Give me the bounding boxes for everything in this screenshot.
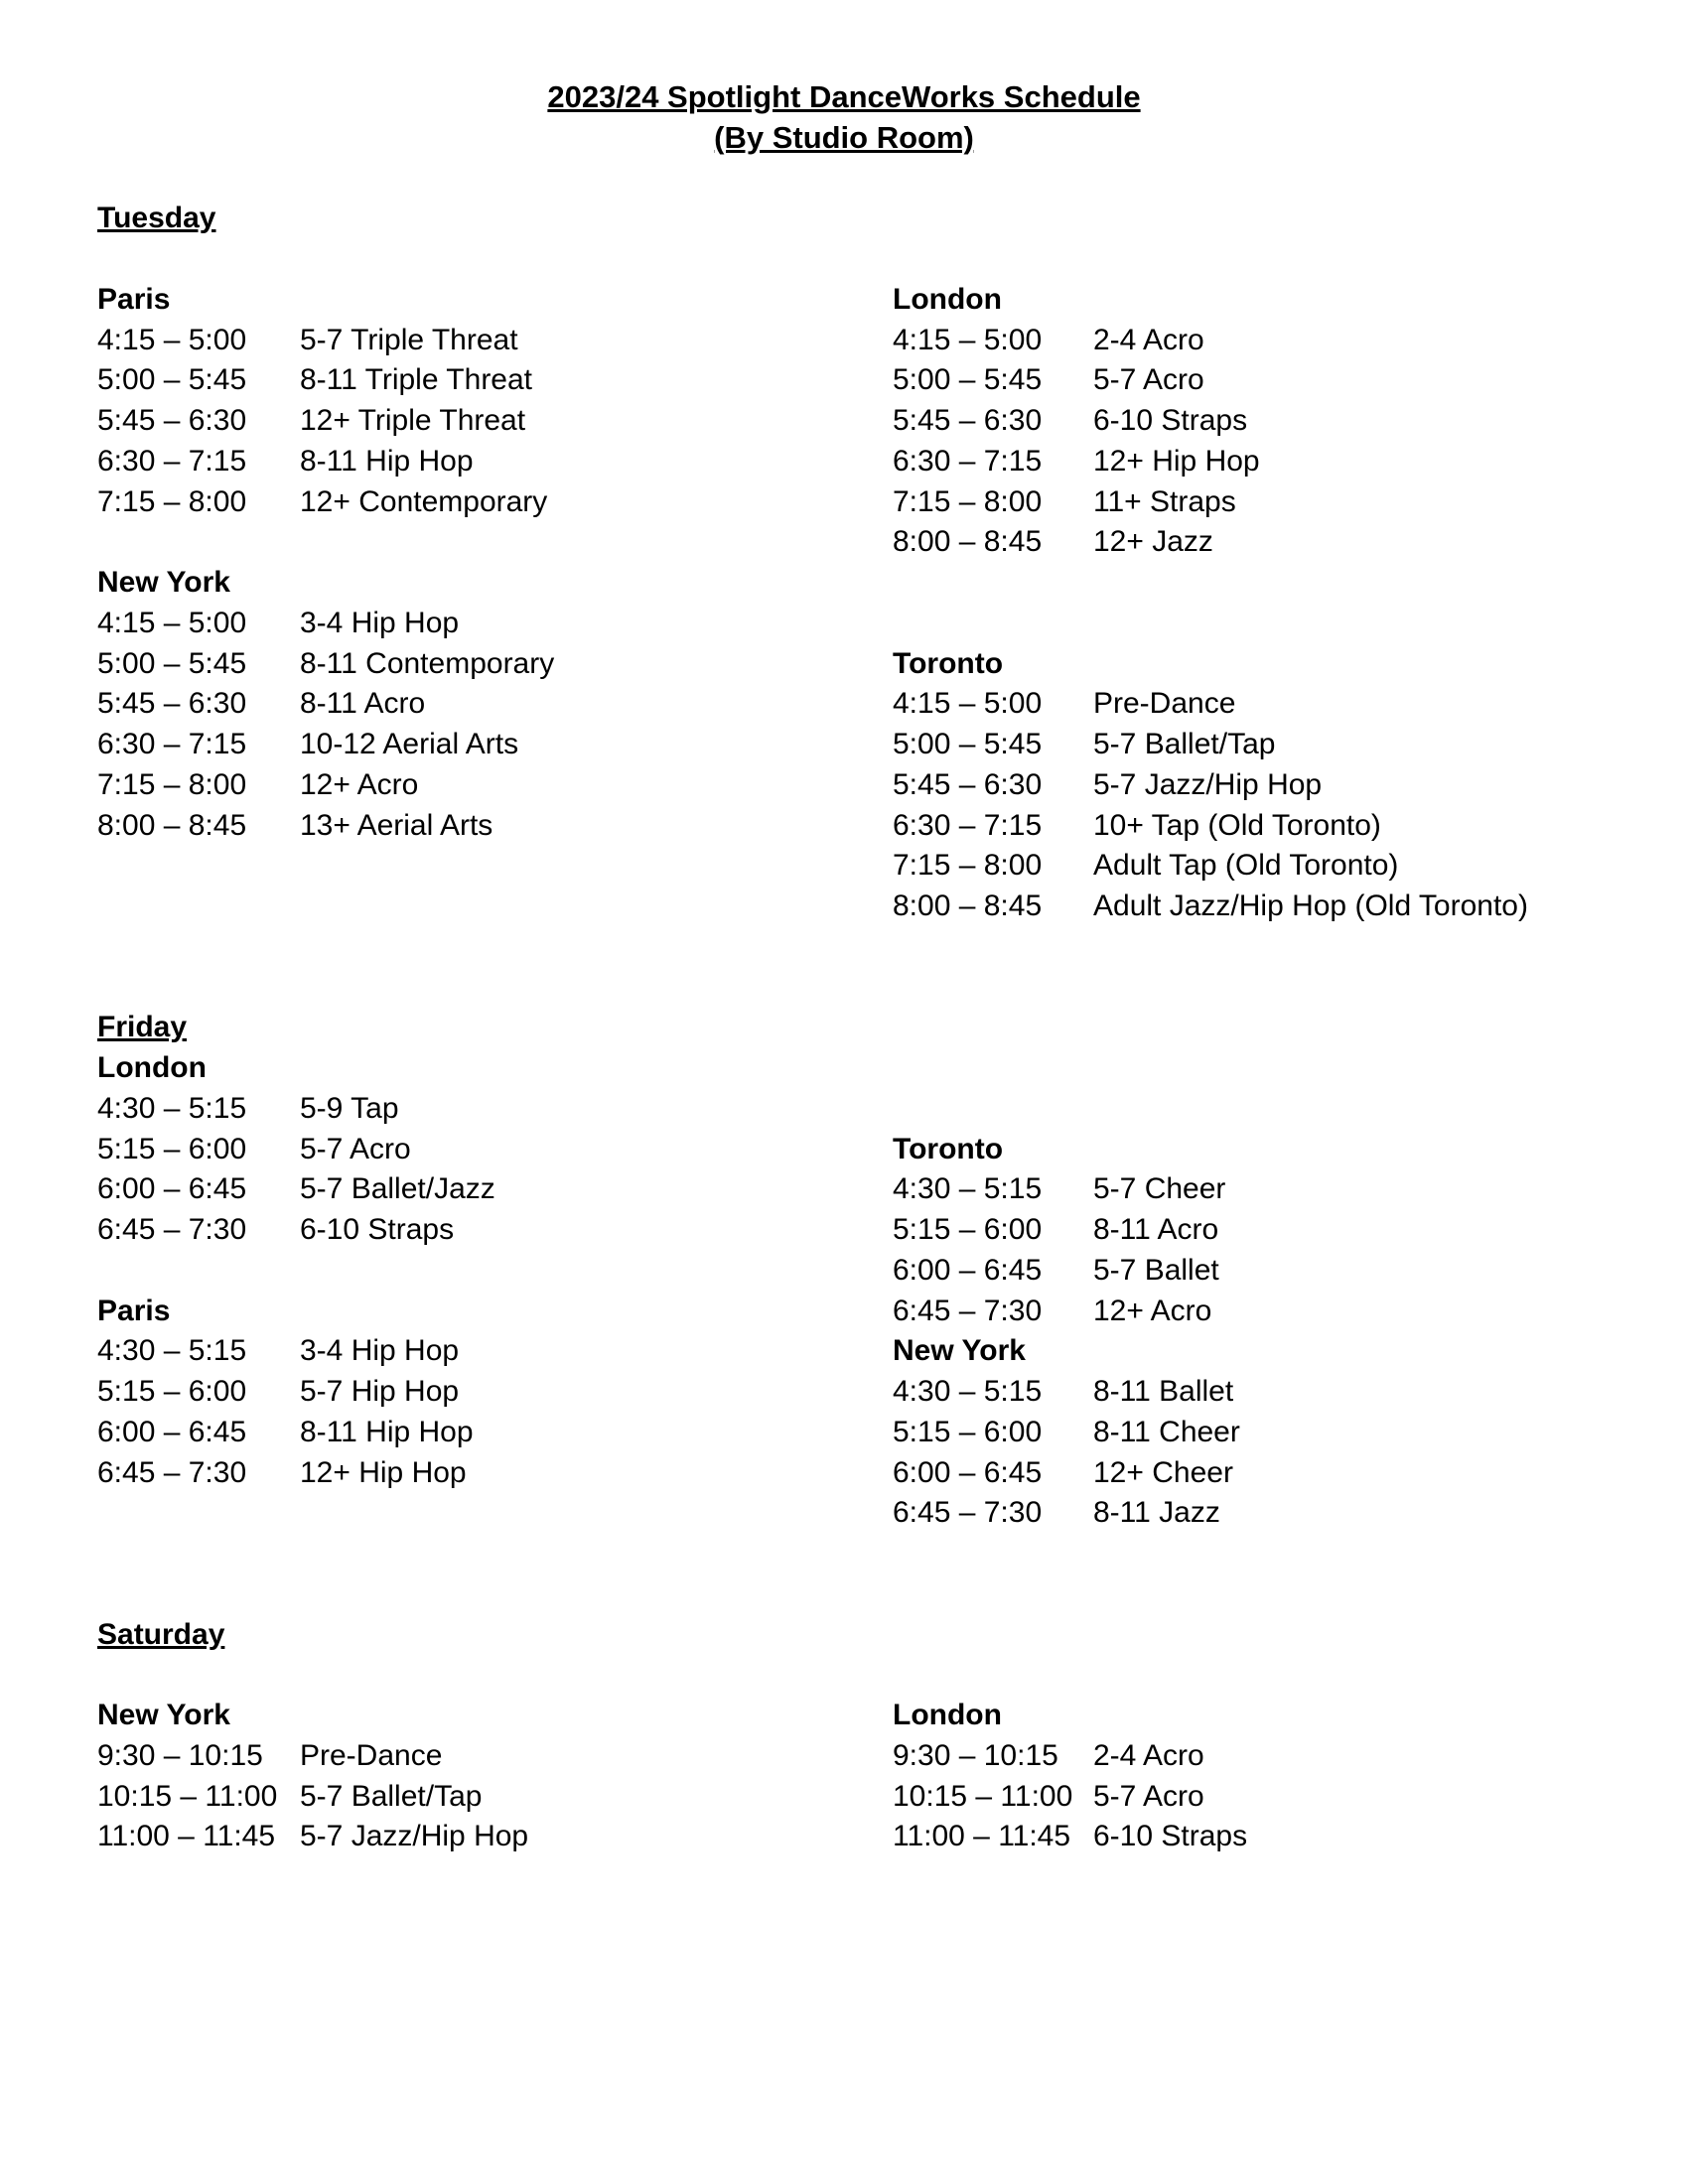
schedule-line xyxy=(0,1493,1688,1534)
class-time: 6:45 – 7:30 xyxy=(893,1496,1043,1530)
class-name: 5-7 Hip Hop xyxy=(300,1375,460,1408)
schedule-line xyxy=(0,684,1688,725)
class-time: 5:45 – 6:30 xyxy=(893,404,1043,437)
schedule-line xyxy=(0,604,1688,644)
class-name: 11+ Straps xyxy=(1093,484,1236,518)
class-time: 7:15 – 8:00 xyxy=(893,484,1043,518)
class-name: 12+ Acro xyxy=(1093,1294,1212,1327)
class-time: 9:30 – 10:15 xyxy=(97,1738,263,1772)
studio-heading-saturday-new-york: New York xyxy=(97,1699,230,1731)
class-name: 8-11 Jazz xyxy=(1093,1496,1220,1530)
schedule-line xyxy=(0,482,1688,523)
studio-heading-tuesday-london: London xyxy=(893,282,1002,316)
class-time: 6:45 – 7:30 xyxy=(97,1455,247,1489)
studio-heading-friday-new-york: New York xyxy=(893,1334,1026,1368)
schedule-line xyxy=(0,1048,1688,1089)
schedule-line xyxy=(0,1453,1688,1494)
spacer-line xyxy=(0,1655,1688,1696)
class-name: 6-10 Straps xyxy=(1093,1820,1248,1853)
class-name: 5-7 Ballet xyxy=(1093,1253,1219,1287)
class-time: 5:15 – 6:00 xyxy=(893,1415,1043,1448)
schedule-line xyxy=(0,360,1688,401)
schedule-line xyxy=(0,1331,1688,1372)
class-name: Adult Jazz/Hip Hop (Old Toronto) xyxy=(1093,889,1528,922)
class-name: 10+ Tap (Old Toronto) xyxy=(1093,808,1381,842)
spacer-line xyxy=(0,159,1688,200)
class-time: 7:15 – 8:00 xyxy=(97,484,247,518)
class-name: 6-10 Straps xyxy=(1093,404,1248,437)
schedule-line xyxy=(0,887,1688,927)
schedule-line xyxy=(0,442,1688,482)
class-name: 5-7 Jazz/Hip Hop xyxy=(300,1820,529,1853)
day-label: Saturday xyxy=(97,1617,225,1651)
schedule-line xyxy=(0,1251,1688,1292)
schedule-line xyxy=(0,1817,1688,1857)
schedule-line xyxy=(0,280,1688,321)
class-time: 6:00 – 6:45 xyxy=(893,1253,1043,1287)
class-time: 5:15 – 6:00 xyxy=(97,1375,247,1408)
class-name: 5-9 Tap xyxy=(300,1091,399,1125)
class-name: 13+ Aerial Arts xyxy=(300,808,493,842)
schedule-line xyxy=(0,1413,1688,1453)
schedule-line xyxy=(0,725,1688,765)
studio-heading-tuesday-paris: Paris xyxy=(97,282,171,316)
day-heading-friday xyxy=(0,1008,1688,1048)
schedule-line xyxy=(0,321,1688,361)
class-name: 5-7 Acro xyxy=(1093,363,1204,397)
class-name: 5-7 Ballet/Jazz xyxy=(300,1172,495,1206)
schedule-line xyxy=(0,1696,1688,1736)
class-name: 8-11 Acro xyxy=(1093,1213,1219,1246)
schedule-line xyxy=(0,644,1688,685)
class-time: 6:30 – 7:15 xyxy=(893,444,1043,478)
class-name: 5-7 Ballet/Tap xyxy=(300,1779,483,1813)
class-name: 8-11 Hip Hop xyxy=(300,1415,474,1448)
class-name: 3-4 Hip Hop xyxy=(300,606,460,639)
schedule-line xyxy=(0,522,1688,563)
document-title-line-1 xyxy=(0,77,1688,118)
class-time: 9:30 – 10:15 xyxy=(893,1738,1058,1772)
class-name: 12+ Cheer xyxy=(1093,1455,1233,1489)
class-time: 6:45 – 7:30 xyxy=(893,1294,1043,1327)
class-name: 5-7 Triple Threat xyxy=(300,323,518,356)
class-time: 4:30 – 5:15 xyxy=(893,1375,1043,1408)
studio-heading-tuesday-new-york: New York xyxy=(97,566,230,599)
class-name: 5-7 Ballet/Tap xyxy=(1093,728,1276,760)
day-label: Friday xyxy=(97,1011,188,1044)
class-time: 4:30 – 5:15 xyxy=(893,1172,1043,1206)
class-name: 8-11 Acro xyxy=(300,687,426,721)
day-label: Tuesday xyxy=(97,202,216,235)
schedule-line xyxy=(0,765,1688,806)
class-time: 6:45 – 7:30 xyxy=(97,1213,247,1246)
schedule-line xyxy=(0,1169,1688,1210)
class-name: Pre-Dance xyxy=(1093,687,1236,721)
class-name: 10-12 Aerial Arts xyxy=(300,728,519,760)
schedule-line xyxy=(0,846,1688,887)
class-time: 7:15 – 8:00 xyxy=(97,767,247,801)
class-time: 5:45 – 6:30 xyxy=(893,767,1043,801)
document-title-line-2 xyxy=(0,118,1688,159)
class-name: 8-11 Ballet xyxy=(1093,1375,1234,1408)
class-time: 4:15 – 5:00 xyxy=(97,606,247,639)
class-time: 5:00 – 5:45 xyxy=(97,363,247,397)
class-time: 5:45 – 6:30 xyxy=(97,404,247,437)
schedule-line xyxy=(0,1292,1688,1332)
spacer-line xyxy=(0,1574,1688,1615)
schedule-line xyxy=(0,1372,1688,1413)
class-time: 5:15 – 6:00 xyxy=(97,1132,247,1165)
class-time: 6:30 – 7:15 xyxy=(97,444,247,478)
class-time: 10:15 – 11:00 xyxy=(893,1779,1073,1813)
class-name: 8-11 Hip Hop xyxy=(300,444,474,478)
class-name: 12+ Contemporary xyxy=(300,484,548,518)
day-heading-saturday xyxy=(0,1615,1688,1656)
spacer-line xyxy=(0,927,1688,968)
class-time: 5:00 – 5:45 xyxy=(97,646,247,680)
class-name: 12+ Acro xyxy=(300,767,419,801)
class-name: 5-7 Cheer xyxy=(1093,1172,1226,1206)
class-time: 5:00 – 5:45 xyxy=(893,728,1043,760)
studio-heading-tuesday-toronto: Toronto xyxy=(893,646,1004,680)
studio-heading-friday-paris: Paris xyxy=(97,1294,171,1327)
class-name: 8-11 Cheer xyxy=(1093,1415,1240,1448)
class-name: 5-7 Acro xyxy=(300,1132,411,1165)
spacer-line xyxy=(0,1534,1688,1574)
schedule-line xyxy=(0,1089,1688,1130)
class-time: 5:15 – 6:00 xyxy=(893,1213,1043,1246)
class-time: 4:15 – 5:00 xyxy=(893,687,1043,721)
schedule-line xyxy=(0,1777,1688,1818)
class-name: 5-7 Jazz/Hip Hop xyxy=(1093,767,1323,801)
day-heading-tuesday xyxy=(0,199,1688,239)
class-name: 2-4 Acro xyxy=(1093,1738,1204,1772)
schedule-line xyxy=(0,1130,1688,1170)
class-name: 12+ Jazz xyxy=(1093,525,1213,559)
class-time: 5:45 – 6:30 xyxy=(97,687,247,721)
class-name: 12+ Triple Threat xyxy=(300,404,526,437)
document-title: 2023/24 Spotlight DanceWorks Schedule xyxy=(547,79,1141,114)
class-time: 6:00 – 6:45 xyxy=(97,1172,247,1206)
class-time: 8:00 – 8:45 xyxy=(893,889,1043,922)
class-time: 6:30 – 7:15 xyxy=(97,728,247,760)
schedule-line xyxy=(0,806,1688,847)
class-time: 11:00 – 11:45 xyxy=(893,1820,1071,1853)
class-time: 6:00 – 6:45 xyxy=(893,1455,1043,1489)
class-name: Adult Tap (Old Toronto) xyxy=(1093,849,1399,883)
studio-heading-saturday-london: London xyxy=(893,1699,1002,1731)
class-time: 4:30 – 5:15 xyxy=(97,1334,247,1368)
class-name: 8-11 Contemporary xyxy=(300,646,555,680)
document-subtitle: (By Studio Room) xyxy=(714,119,974,155)
class-time: 6:00 – 6:45 xyxy=(97,1415,247,1448)
class-name: 5-7 Acro xyxy=(1093,1779,1204,1813)
class-time: 8:00 – 8:45 xyxy=(97,808,247,842)
schedule-line xyxy=(0,1736,1688,1777)
class-time: 4:15 – 5:00 xyxy=(893,323,1043,356)
class-name: 3-4 Hip Hop xyxy=(300,1334,460,1368)
class-time: 7:15 – 8:00 xyxy=(893,849,1043,883)
class-time: 6:30 – 7:15 xyxy=(893,808,1043,842)
class-time: 5:00 – 5:45 xyxy=(893,363,1043,397)
class-name: 12+ Hip Hop xyxy=(300,1455,467,1489)
spacer-line xyxy=(0,968,1688,1009)
studio-heading-friday-toronto: Toronto xyxy=(893,1132,1004,1165)
class-time: 4:30 – 5:15 xyxy=(97,1091,247,1125)
class-time: 4:15 – 5:00 xyxy=(97,323,247,356)
class-name: Pre-Dance xyxy=(300,1738,443,1772)
class-name: 2-4 Acro xyxy=(1093,323,1204,356)
spacer-line xyxy=(0,239,1688,280)
studio-heading-friday-london: London xyxy=(97,1051,207,1084)
class-name: 12+ Hip Hop xyxy=(1093,444,1260,478)
class-time: 10:15 – 11:00 xyxy=(97,1779,278,1813)
class-time: 8:00 – 8:45 xyxy=(893,525,1043,559)
schedule-line xyxy=(0,1210,1688,1251)
schedule-line xyxy=(0,563,1688,604)
class-name: 6-10 Straps xyxy=(300,1213,455,1246)
schedule-line xyxy=(0,401,1688,442)
class-name: 8-11 Triple Threat xyxy=(300,363,533,397)
class-time: 11:00 – 11:45 xyxy=(97,1820,276,1853)
